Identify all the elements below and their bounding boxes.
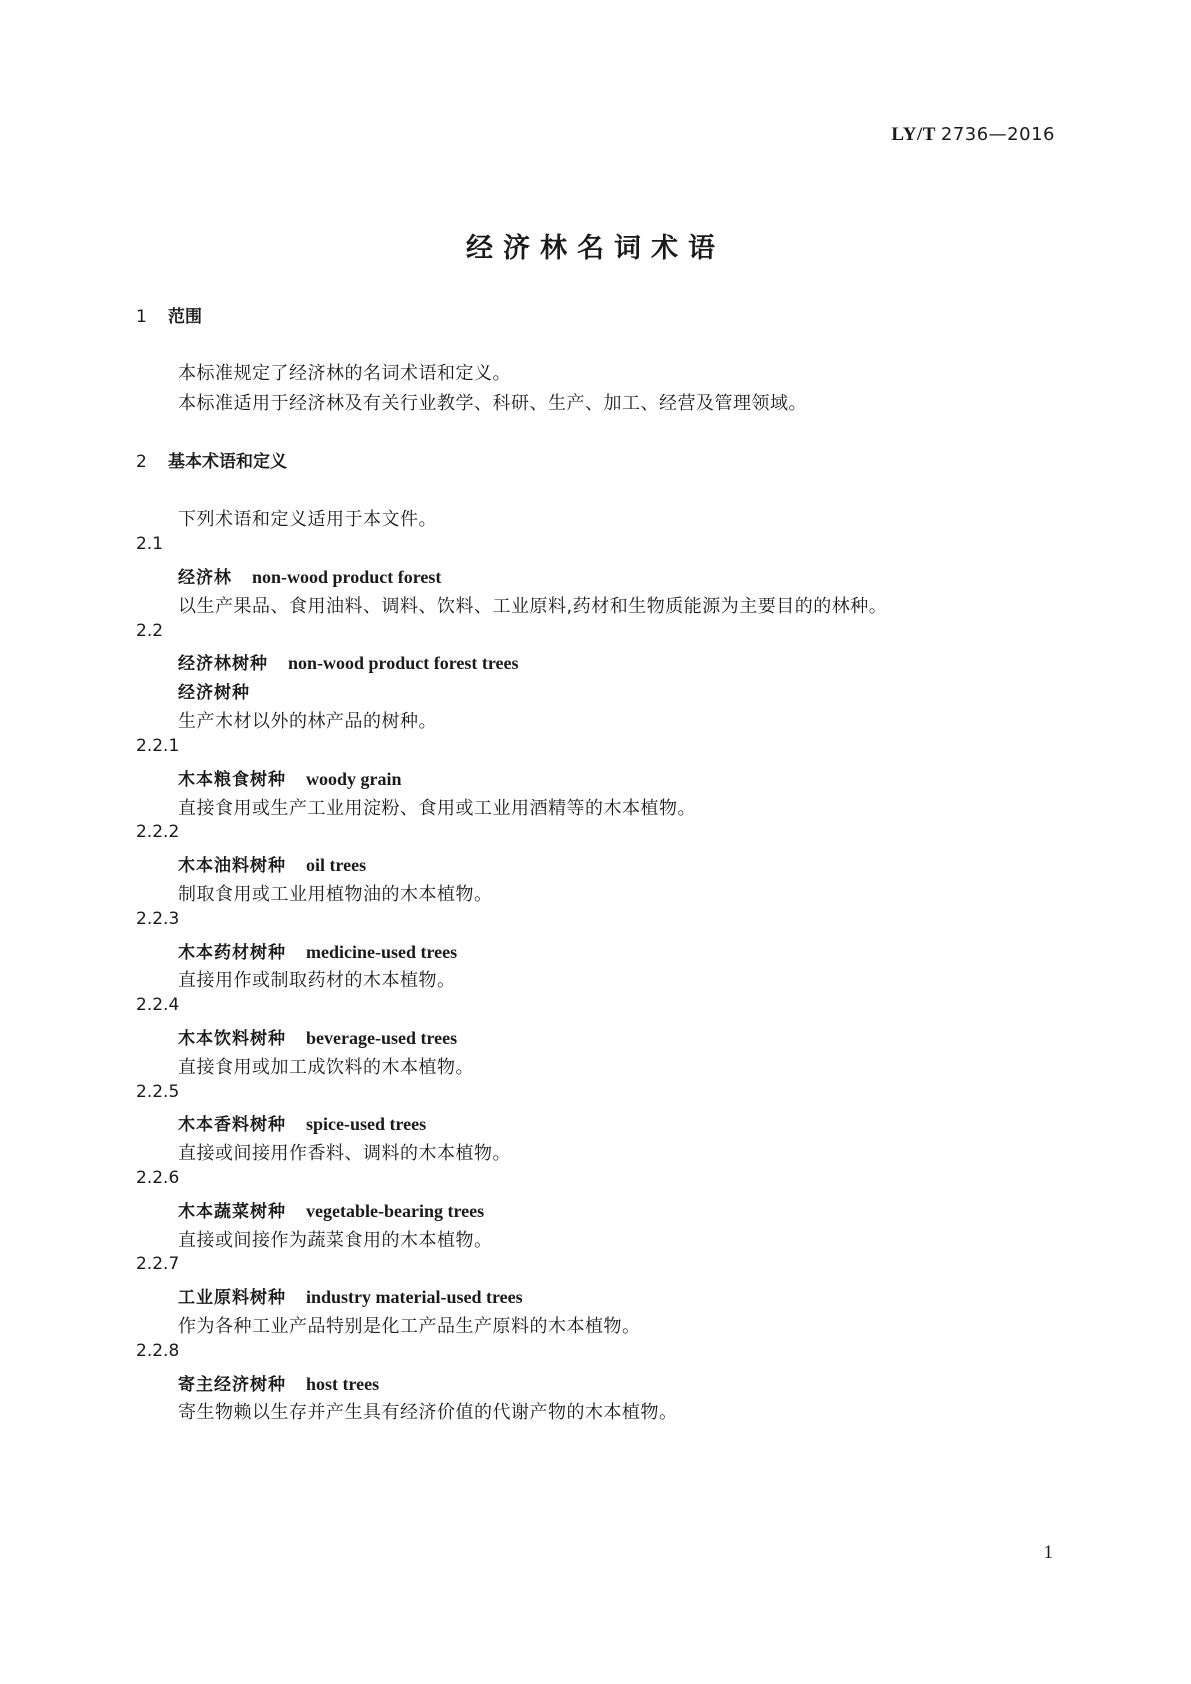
term-english: host trees <box>306 1374 380 1394</box>
clause-number: 2.2.5 <box>136 1082 180 1102</box>
term-entry <box>178 851 366 876</box>
term-chinese: 寄主经济树种 <box>178 1375 286 1395</box>
term-entry <box>178 938 457 963</box>
term-english: spice-used trees <box>306 1114 427 1134</box>
term-chinese: 木本油料树种 <box>178 856 286 876</box>
term-entry <box>178 563 441 588</box>
clause-number: 2.2.8 <box>136 1341 180 1361</box>
section-1-paragraph: 本标准适用于经济林及有关行业教学、科研、生产、加工、经营及管理领域。 <box>178 393 807 414</box>
standard-number: 2736—2016 <box>940 124 1055 145</box>
clause-number: 2.2 <box>136 621 164 641</box>
clause-number: 2.2.1 <box>136 736 180 756</box>
document-title: 经济林名词术语 <box>466 233 725 264</box>
term-entry <box>178 649 519 674</box>
term-chinese: 木本蔬菜树种 <box>178 1202 286 1222</box>
term-entry <box>178 1283 523 1308</box>
term-chinese: 工业原料树种 <box>178 1288 286 1308</box>
term-english: non-wood product forest trees <box>288 653 519 673</box>
term-chinese: 木本药材树种 <box>178 943 286 963</box>
clause-number: 2.2.3 <box>136 909 180 929</box>
term-english: medicine-used trees <box>306 942 458 962</box>
section-1-paragraph: 本标准规定了经济林的名词术语和定义。 <box>178 363 511 384</box>
term-definition: 作为各种工业产品特别是化工产品生产原料的木本植物。 <box>178 1316 641 1337</box>
term-english: woody grain <box>306 769 402 789</box>
term-english: vegetable-bearing trees <box>306 1201 485 1221</box>
term-definition: 以生产果品、食用油料、调料、饮料、工业原料,药材和生物质能源为主要目的的林种。 <box>178 596 888 617</box>
term-definition: 直接用作或制取药材的木本植物。 <box>178 970 456 991</box>
section-2-intro: 下列术语和定义适用于本文件。 <box>178 509 437 530</box>
term-definition: 寄生物赖以生存并产生具有经济价值的代谢产物的木本植物。 <box>178 1402 678 1423</box>
clause-number: 2.2.6 <box>136 1168 180 1188</box>
term-english: industry material-used trees <box>306 1287 523 1307</box>
term-english: beverage-used trees <box>306 1028 458 1048</box>
standard-prefix: LY/T <box>891 124 936 145</box>
section-2-heading <box>136 447 287 472</box>
term-chinese: 经济林树种 <box>178 654 268 674</box>
clause-number: 2.1 <box>136 534 164 554</box>
term-alternate: 经济树种 <box>178 683 250 703</box>
term-chinese: 木本香料树种 <box>178 1115 286 1135</box>
term-definition: 直接或间接作为蔬菜食用的木本植物。 <box>178 1230 493 1251</box>
term-definition: 直接食用或加工成饮料的木本植物。 <box>178 1057 474 1078</box>
section-1-number: 1 <box>136 307 147 327</box>
section-2-number: 2 <box>136 452 147 472</box>
term-entry <box>178 1370 379 1395</box>
standard-code <box>891 124 1055 146</box>
term-entry <box>178 1024 457 1049</box>
term-definition: 制取食用或工业用植物油的木本植物。 <box>178 884 493 905</box>
section-1-heading <box>136 302 202 327</box>
term-entry <box>178 1110 426 1135</box>
term-chinese: 木本饮料树种 <box>178 1029 286 1049</box>
section-2-title: 基本术语和定义 <box>168 452 287 472</box>
clause-number: 2.2.4 <box>136 995 180 1015</box>
term-chinese: 经济林 <box>178 568 232 588</box>
term-definition: 直接或间接用作香料、调料的木本植物。 <box>178 1143 511 1164</box>
clause-number: 2.2.2 <box>136 822 180 842</box>
term-entry <box>178 1197 484 1222</box>
clause-number: 2.2.7 <box>136 1254 180 1274</box>
term-entry <box>178 765 402 790</box>
page-number: 1 <box>1043 1542 1053 1563</box>
section-1-title: 范围 <box>168 307 202 327</box>
term-definition: 生产木材以外的林产品的树种。 <box>178 711 437 732</box>
term-definition: 直接食用或生产工业用淀粉、食用或工业用酒精等的木本植物。 <box>178 798 696 819</box>
term-english: non-wood product forest <box>252 567 442 587</box>
term-english: oil trees <box>306 855 367 875</box>
term-chinese: 木本粮食树种 <box>178 770 286 790</box>
